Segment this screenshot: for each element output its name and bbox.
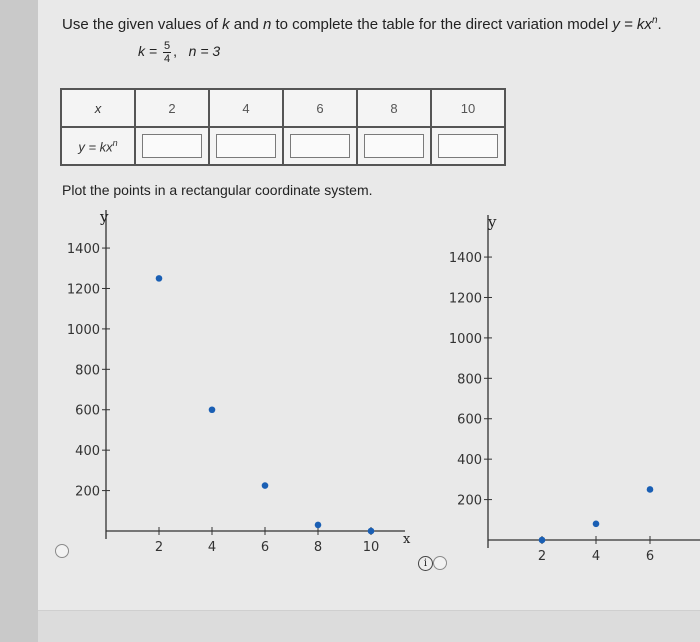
- instruction-text: Use the given values of k and n to complete the table for the direct variation model $y = kx^n$.: [62, 12, 662, 33]
- y-tick-label: 800: [457, 372, 482, 387]
- plot-instruction: Plot the points in a rectangular coordinate system.: [62, 182, 373, 198]
- panel-footer: [38, 610, 700, 642]
- y-tick-label: 200: [75, 485, 100, 500]
- row-header-y: $y = kx^n$: [61, 127, 135, 165]
- graph-option-a[interactable]: [60, 200, 420, 570]
- y-tick-label: 200: [457, 494, 482, 509]
- variation-table: [60, 88, 506, 166]
- table-row-y: [61, 127, 505, 165]
- x-tick-label: 2: [155, 540, 163, 555]
- x-value-cell: 4: [209, 89, 283, 127]
- x-value-cell: 2: [135, 89, 209, 127]
- info-icon[interactable]: i: [418, 556, 433, 571]
- table-row-x: [61, 89, 505, 127]
- y-tick-label: 600: [457, 413, 482, 428]
- y-tick-label: 800: [75, 363, 100, 378]
- data-point: [593, 521, 600, 528]
- y-tick-label: 1400: [449, 251, 482, 266]
- y-tick-label: 1400: [67, 242, 100, 257]
- x-axis-label: x: [403, 532, 411, 547]
- y-axis-label: y: [487, 213, 497, 231]
- x-tick-label: 4: [592, 549, 600, 564]
- data-point: [156, 275, 163, 282]
- x-tick-label: 6: [261, 540, 269, 555]
- data-point: [539, 537, 546, 544]
- y-tick-label: 600: [75, 404, 100, 419]
- graph-option-b[interactable]: [440, 205, 700, 575]
- row-header-x: x: [61, 89, 135, 127]
- y-answer-input-4[interactable]: [364, 134, 424, 158]
- x-value-cell: 8: [357, 89, 431, 127]
- y-tick-label: 1200: [449, 291, 482, 306]
- x-value-cell: 6: [283, 89, 357, 127]
- x-tick-label: 8: [314, 540, 322, 555]
- x-tick-label: 2: [538, 549, 546, 564]
- x-tick-label: 4: [208, 540, 216, 555]
- data-point: [647, 486, 654, 493]
- y-tick-label: 1000: [67, 323, 100, 338]
- y-tick-label: 400: [75, 444, 100, 459]
- k-fraction: $\frac{5}{4}$: [163, 40, 171, 65]
- y-answer-input-2[interactable]: [216, 134, 276, 158]
- x-tick-label: 10: [363, 540, 380, 555]
- data-point: [368, 528, 375, 535]
- data-point: [209, 406, 216, 413]
- y-tick-label: 400: [457, 453, 482, 468]
- y-answer-input-3[interactable]: [290, 134, 350, 158]
- data-point: [315, 522, 322, 529]
- given-values: k = $\frac{5}{4}$ , n = 3: [138, 40, 220, 65]
- y-tick-label: 1000: [449, 332, 482, 347]
- y-answer-input-5[interactable]: [438, 134, 498, 158]
- x-value-cell: 10: [431, 89, 505, 127]
- data-point: [262, 482, 269, 489]
- y-axis-label: y: [99, 208, 109, 226]
- x-tick-label: 6: [646, 549, 654, 564]
- y-tick-label: 1200: [67, 282, 100, 297]
- y-answer-input-1[interactable]: [142, 134, 202, 158]
